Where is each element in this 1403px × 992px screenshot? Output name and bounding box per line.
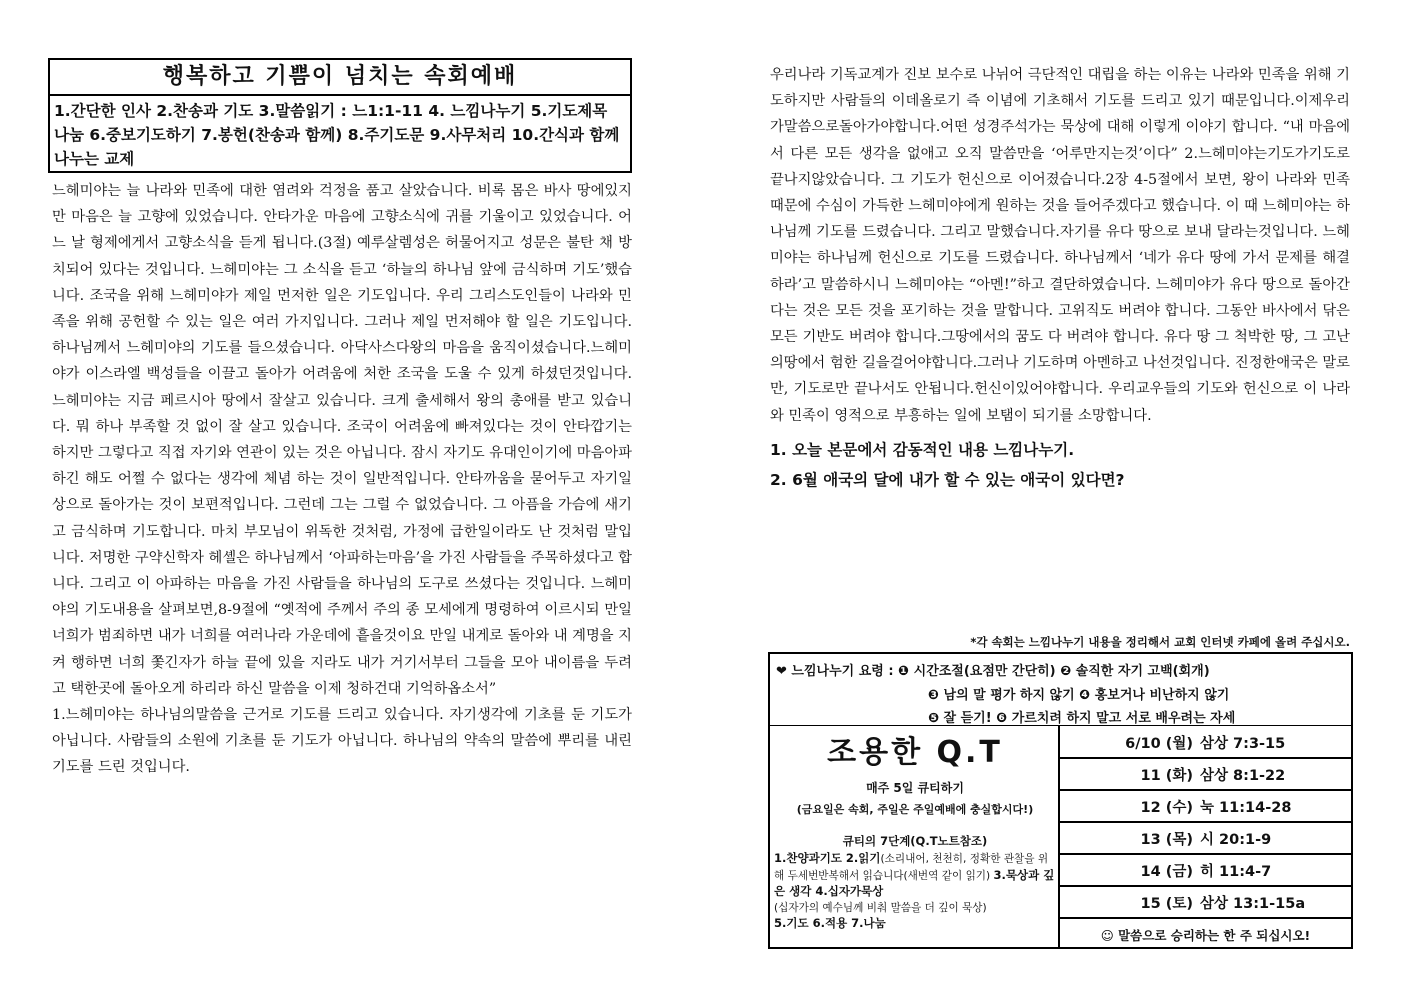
qt-step-2-detail: (소리내어, 천천히, 정확한 관찰을 위해 두세번반복해서 읽습니다(새번역 같이 읽기) [774, 853, 1049, 882]
qt-closing-message: ☺ 말씀으로 승리하는 한 주 되십시오! [1100, 928, 1311, 943]
qt-step-3-4: 3.묵상과 깊은 생각 4.십자가묵상 [774, 867, 1055, 898]
qt-schedule-row [1060, 857, 1351, 887]
sharing-guidelines-box [768, 652, 1353, 726]
qt-date: 13 (목) [1140, 832, 1193, 848]
qt-date: 14 (금) [1140, 864, 1193, 880]
qt-steps-title: 큐티의 7단계(Q.T노트참조) [842, 834, 988, 848]
sharing-guideline-line-3: ❺ 잘 듣기! ❻ 가르치려 하지 말고 서로 배우려는 자세 [928, 711, 1236, 726]
page-title: 행복하고 기쁨이 넘치는 속회예배 [50, 60, 630, 96]
qt-verse: 눅 11:14-28 [1200, 800, 1292, 816]
qt-step-5-7: 5.기도 6.적용 7.나눔 [774, 916, 886, 930]
sermon-paragraph-point-1: 1.느헤미야는 하나님의말씀을 근거로 기도를 드리고 있습니다. 자기생각에 기초를 둔 기도가 아닙니다. 사람들의 소원에 기초를 둔 기도가 아닙니다. 하나님의 약속의 말씀에 뿌리를 내린 기도를 드린 것입니다. [52, 707, 632, 776]
qt-date: 6/10 (월) [1125, 736, 1193, 752]
qt-verse: 시 20:1-9 [1200, 832, 1272, 848]
sermon-right-column [770, 62, 1350, 495]
qt-box [768, 725, 1353, 949]
qt-date: 15 (토) [1140, 896, 1193, 912]
qt-title: 조용한 Q.T [827, 735, 1003, 770]
qt-info-panel [770, 725, 1060, 947]
qt-step-1-2: 1.찬양과기도 2.읽기 [774, 851, 881, 865]
qt-steps [774, 851, 1058, 933]
sermon-paragraph: 느헤미야는 늘 나라와 민족에 대한 염려와 걱정을 품고 살았습니다. 비록 몸은 바사 땅에있지만 마음은 늘 고향에 있었습니다. 안타가운 마음에 고향소식에 귀를 기울이고 있었습니다. 어느 날 형제에게서 고향소식을 듣게 됩니다.(3절) 예루살렘성은 허물어지고 성문은 불탄 채 방치되어 있다는 것입니다. 느헤미야는 그 소식을 듣고 ‘하늘의 하나님 앞에 금식하며 기도’했습니다. 조국을 위해 느헤미야가 제일 먼저한 일은 기도입니다. 우리 그리스도인들이 나라와 민족을 위해 공헌할 수 있는 일은 여러 가지입니다. 그러나 제일 먼저해야 할 일은 기도입니다. 하나님께서 느헤미야의 기도를 들으셨습니다. 아닥사스다왕의 마음을 움직이셨습니다.느헤미야가 이스라엘 백성들을 이끌고 돌아가 어려움에 처한 조국을 도울 수 있게 하셨던것입니다. 느헤미야는 지금 페르시아 땅에서 잘살고 있습니다. 크게 출세해서 왕의 총애를 받고 있습니다. 뭐 하나 부족할 것 없이 잘 살고 있습니다. 조국이 어려움에 빠져있다는 것이 안타깝기는 하지만 그렇다고 직접 자기와 연관이 있는 것은 아닙니다. 잠시 자기도 유대인이기에 마음아파 하긴 해도 어쩔 수 없다는 생각에 체념 하는 것이 일반적입니다. 안타까움을 묻어두고 자기일상으로 돌아가는 것이 보편적입니다. 그런데 그는 그럴 수 없었습니다. 그 아픔을 가슴에 새기고 금식하며 기도합니다. 마치 부모님이 위독한 것처럼, 가정에 급한일이라도 난 것처럼 말입니다. 저명한 구약신학자 헤셸은 하나님께서 ‘아파하는마음’을 가진 사람들을 주목하셨다고 합니다. 그리고 이 아파하는 마음을 가진 사람들을 하나님의 도구로 쓰셨다는 것입니다. 느헤미야의 기도내용을 살펴보면,8-9절에 “옛적에 주께서 주의 종 모세에게 명령하여 이르시되 만일 너희가 범죄하면 내가 너희를 여러나라 가운데에 흩을것이요 만일 내게로 돌아와 내 계명을 지켜 행하면 너희 쫓긴자가 하늘 끝에 있을 지라도 내가 거기서부터 그들을 모아 내이름을 두려고 택한곳에 돌아오게 하리라 하신 말씀을 이제 청하건대 기억하옵소서” [52, 183, 632, 697]
sermon-left-column [52, 178, 632, 781]
sermon-paragraph-right: 우리나라 기독교계가 진보 보수로 나뉘어 극단적인 대립을 하는 이유는 나라와 민족을 위해 기도하지만 사람들의 이데올로기 즉 이념에 기초해서 기도를 드리고 있기 때문입니다.이제우리가말씀으로돌아가야합니다.어떤 성경주석가는 묵상에 대해 이렇게 이야기 합니다. “내 마음에서 다른 모든 생각을 없애고 오직 말씀만을 ‘어루만지는것’이다” 2.느헤미야는기도가기도로 끝나지않았습니다. 그 기도가 헌신으로 이어졌습니다.2장 4-5절에서 보면, 왕이 나라와 민족 때문에 수심이 가득한 느헤미야에게 원하는 것을 들어주겠다고 했습니다. 이 때 느헤미야는 하나님께 기도를 드렸습니다. 그리고 말했습니다.자기를 유다 땅으로 보내 달라는것입니다. 느헤미야는 하나님께 헌신으로 기도를 드렸습니다. 하나님께서 ‘네가 유다 땅에 가서 문제를 해결하라’고 말씀하시니 느헤미야는 “아멘!”하고 결단하였습니다. 느헤미야가 유다 땅으로 돌아간다는 것은 모든 것을 포기하는 것을 말합니다. 고위직도 버려야 합니다. 그동안 바사에서 닦은 모든 기반도 버려야 합니다.그땅에서의 꿈도 다 버려야 합니다. 유다 땅 그 척박한 땅, 그 고난의땅에서 험한 길을걸어야합니다.그러나 기도하며 아멘하고 나선것입니다. 진정한애국은 말로만, 기도로만 끝나서도 안됩니다.헌신이있어야합니다. 우리교우들의 기도와 헌신으로 이 나라와 민족이 영적으로 부흥하는 일에 보탬이 되기를 소망합니다. [770, 67, 1350, 424]
sharing-guideline-line-2: ❸ 남의 말 평가 하지 않기 ❹ 홍보거나 비난하지 않기 [928, 688, 1230, 703]
qt-schedule-row [1060, 761, 1351, 791]
cafe-note: *각 속회는 느낌나누기 내용을 정리해서 교회 인터넷 카페에 올려 주십시오. [970, 635, 1350, 649]
qt-verse: 삼상 8:1-22 [1200, 768, 1286, 784]
qt-schedule-row [1060, 729, 1351, 759]
question-1: 1. 오늘 본문에서 감동적인 내용 느낌나누기. [770, 440, 1075, 459]
worship-order: 1.간단한 인사 2.찬송과 기도 3.말씀읽기 : 느1:1-11 4. 느낌나누기 5.기도제목 나눔 6.중보기도하기 7.봉헌(찬송과 함께) 8.주기도문 9.사무처리 10.간식과 함께 나누는 교제 [54, 102, 620, 168]
qt-verse: 삼상 13:1-15a [1200, 896, 1306, 912]
qt-subtitle-note: (금요일은 속회, 주일은 주일예배에 충실합시다!) [796, 803, 1034, 816]
worship-order-box [48, 58, 632, 173]
qt-subtitle: 매주 5일 큐티하기 [866, 781, 964, 795]
qt-step-4-detail: (십자가의 예수님께 비춰 말씀을 더 깊이 묵상) [774, 901, 987, 914]
qt-schedule-row [1060, 889, 1351, 919]
qt-verse: 히 11:4-7 [1200, 864, 1272, 880]
qt-date: 11 (화) [1140, 768, 1193, 784]
qt-schedule-row [1060, 793, 1351, 823]
sharing-guideline-line-1: ❤ 느낌나누기 요령 : ❶ 시간조절(요점만 간단히) ❷ 솔직한 자기 고백(회개) [776, 664, 1210, 679]
qt-date: 12 (수) [1140, 800, 1193, 816]
qt-verse: 삼상 7:3-15 [1200, 736, 1286, 752]
qt-schedule-row [1060, 825, 1351, 855]
question-2: 2. 6월 애국의 달에 내가 할 수 있는 애국이 있다면? [770, 470, 1125, 489]
